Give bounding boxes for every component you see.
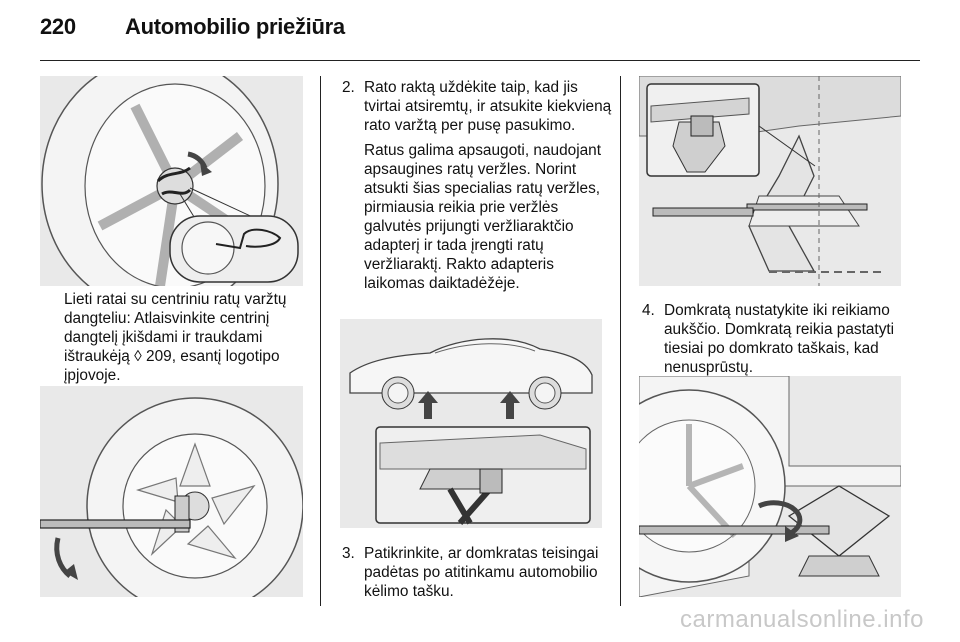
hub-cap-text: Lieti ratai su centriniu ratų varžtų dangteliu: Atlaisvinkite centrinį dangtelį įkišdami ir traukdami ištraukėją [64, 291, 287, 365]
step-2-note: Ratus galima apsaugoti, naudojant apsaugines ratų veržles. Norint atsukti šias specialias ratų veržles, pirmiausia reikia prie veržlės galvutės prijungti veržliaraktčio adapterį ir tada įrengti ratų veržliaraktį. Rakto adapteris laikomas daiktadėžėje. [364, 142, 602, 292]
step-3-number: 3. [342, 545, 355, 562]
header-rule [40, 60, 920, 61]
page-header [40, 14, 345, 40]
hub-cap-paragraph [64, 290, 308, 385]
figure-wheel-wrench [40, 386, 303, 597]
reference-page: 209, esantį logotipo įpjovoje. [64, 348, 280, 384]
page-number: 220 [40, 14, 76, 39]
step-2-number: 2. [342, 79, 355, 96]
watermark: carmanualsonline.info [680, 606, 924, 633]
figure-car-jack-point [340, 319, 602, 528]
step-3-text: Patikrinkite, ar domkratas teisingai padėtas po atitinkamu automobilio kėlimo tašku. [364, 545, 599, 600]
page-title: Automobilio priežiūra [125, 14, 345, 39]
figure-wheel-cap [40, 76, 303, 286]
figure-jack-detail [639, 76, 901, 286]
reference-arrow-icon: ◊ [134, 348, 142, 365]
step-2-text: Rato raktą uždėkite taip, kad jis tvirtai atsiremtų, ir atsukite kiekvieną rato varžtą per pusę pasukimo. [364, 79, 612, 134]
step-4-text: Domkratą nustatykite iki reikiamo aukščio. Domkratą reikia pastatyti tiesiai po domkrato taškais, kad nenusprūstų. [664, 302, 895, 376]
step-4 [642, 301, 912, 377]
step-4-number: 4. [642, 302, 655, 319]
column-divider-1 [320, 76, 321, 606]
figure-raise-jack [639, 376, 901, 597]
step-2 [342, 78, 612, 293]
step-3 [342, 544, 612, 601]
column-divider-2 [620, 76, 621, 606]
